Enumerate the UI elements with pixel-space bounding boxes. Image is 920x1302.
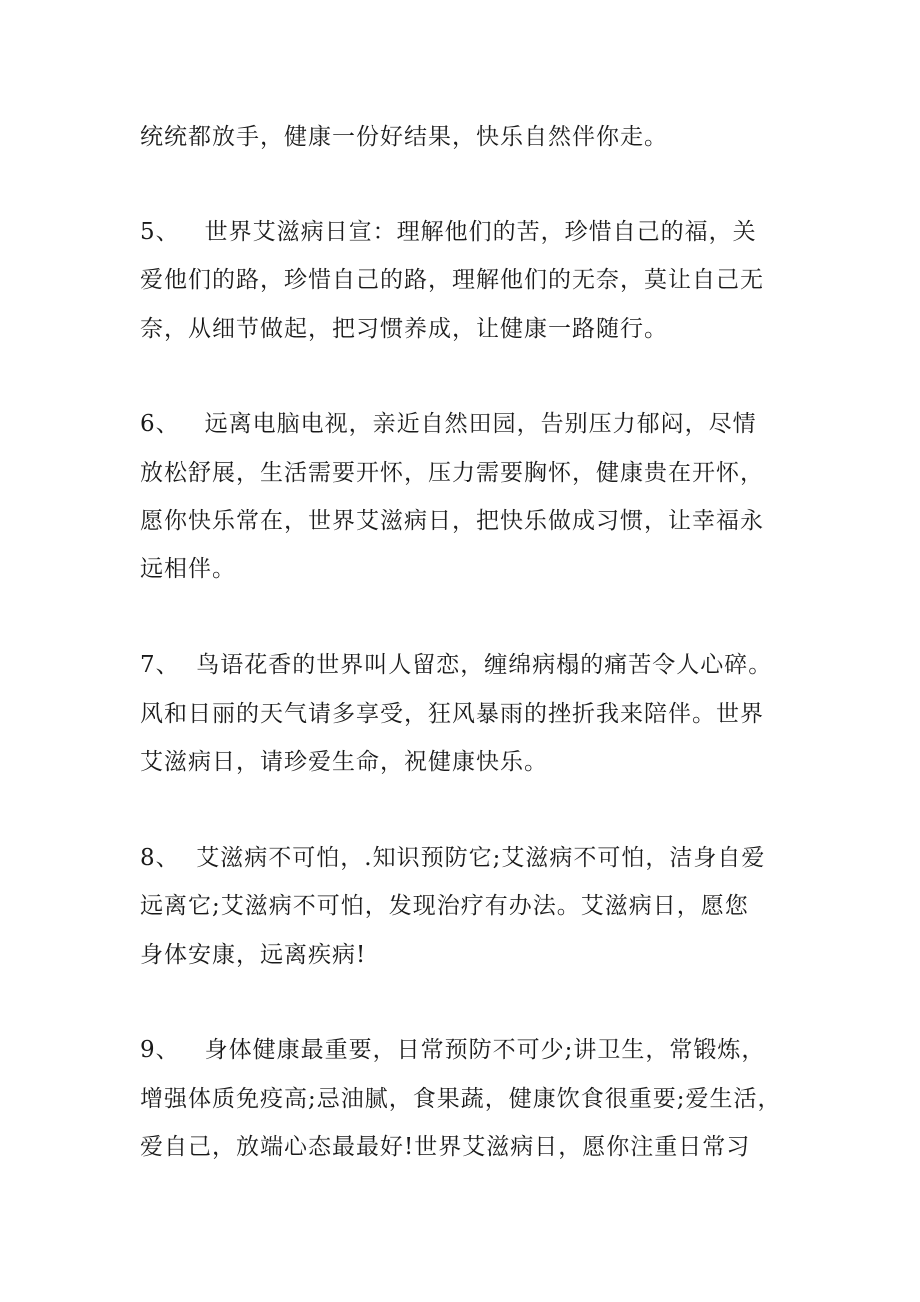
- text-line: 放松舒展，生活需要开怀，压力需要胸怀，健康贵在开怀，: [140, 460, 764, 486]
- text-line: 9、 身体健康最重要，日常预防不可少;讲卫生，常锻炼，: [140, 1037, 766, 1063]
- text-line: 远相伴。: [140, 556, 236, 582]
- text-line: 愿你快乐常在，世界艾滋病日，把快乐做成习惯，让幸福永: [140, 508, 764, 534]
- text-line: 统统都放手，健康一份好结果，快乐自然伴你走。: [140, 124, 668, 150]
- text-line: 身体安康，远离疾病!: [140, 942, 367, 968]
- text-line: 风和日丽的天气请多享受，狂风暴雨的挫折我来陪伴。世界: [140, 701, 764, 727]
- text-line: 6、 远离电脑电视，亲近自然田园，告别压力郁闷，尽情: [140, 411, 757, 437]
- text-line: 爱他们的路，珍惜自己的路，理解他们的无奈，莫让自己无: [140, 267, 764, 293]
- text-line: 增强体质免疫高;忌油腻，食果蔬，健康饮食很重要;爱生活，: [140, 1086, 782, 1112]
- text-line: 远离它;艾滋病不可怕，发现治疗有办法。艾滋病日，愿您: [140, 893, 749, 919]
- text-line: 爱自己，放端心态最最好!世界艾滋病日，愿你注重日常习: [140, 1134, 751, 1160]
- text-line: 奈，从细节做起，把习惯养成，让健康一路随行。: [140, 316, 668, 342]
- text-line: 5、 世界艾滋病日宣：理解他们的苦，珍惜自己的福，关: [140, 219, 757, 245]
- text-line: 艾滋病日，请珍爱生命，祝健康快乐。: [140, 749, 548, 775]
- text-line: 8、 艾滋病不可怕，.知识预防它;艾滋病不可怕，洁身自爱: [140, 845, 766, 871]
- text-line: 7、 鸟语花香的世界叫人留恋，缠绵病榻的痛苦令人心碎。: [140, 652, 773, 678]
